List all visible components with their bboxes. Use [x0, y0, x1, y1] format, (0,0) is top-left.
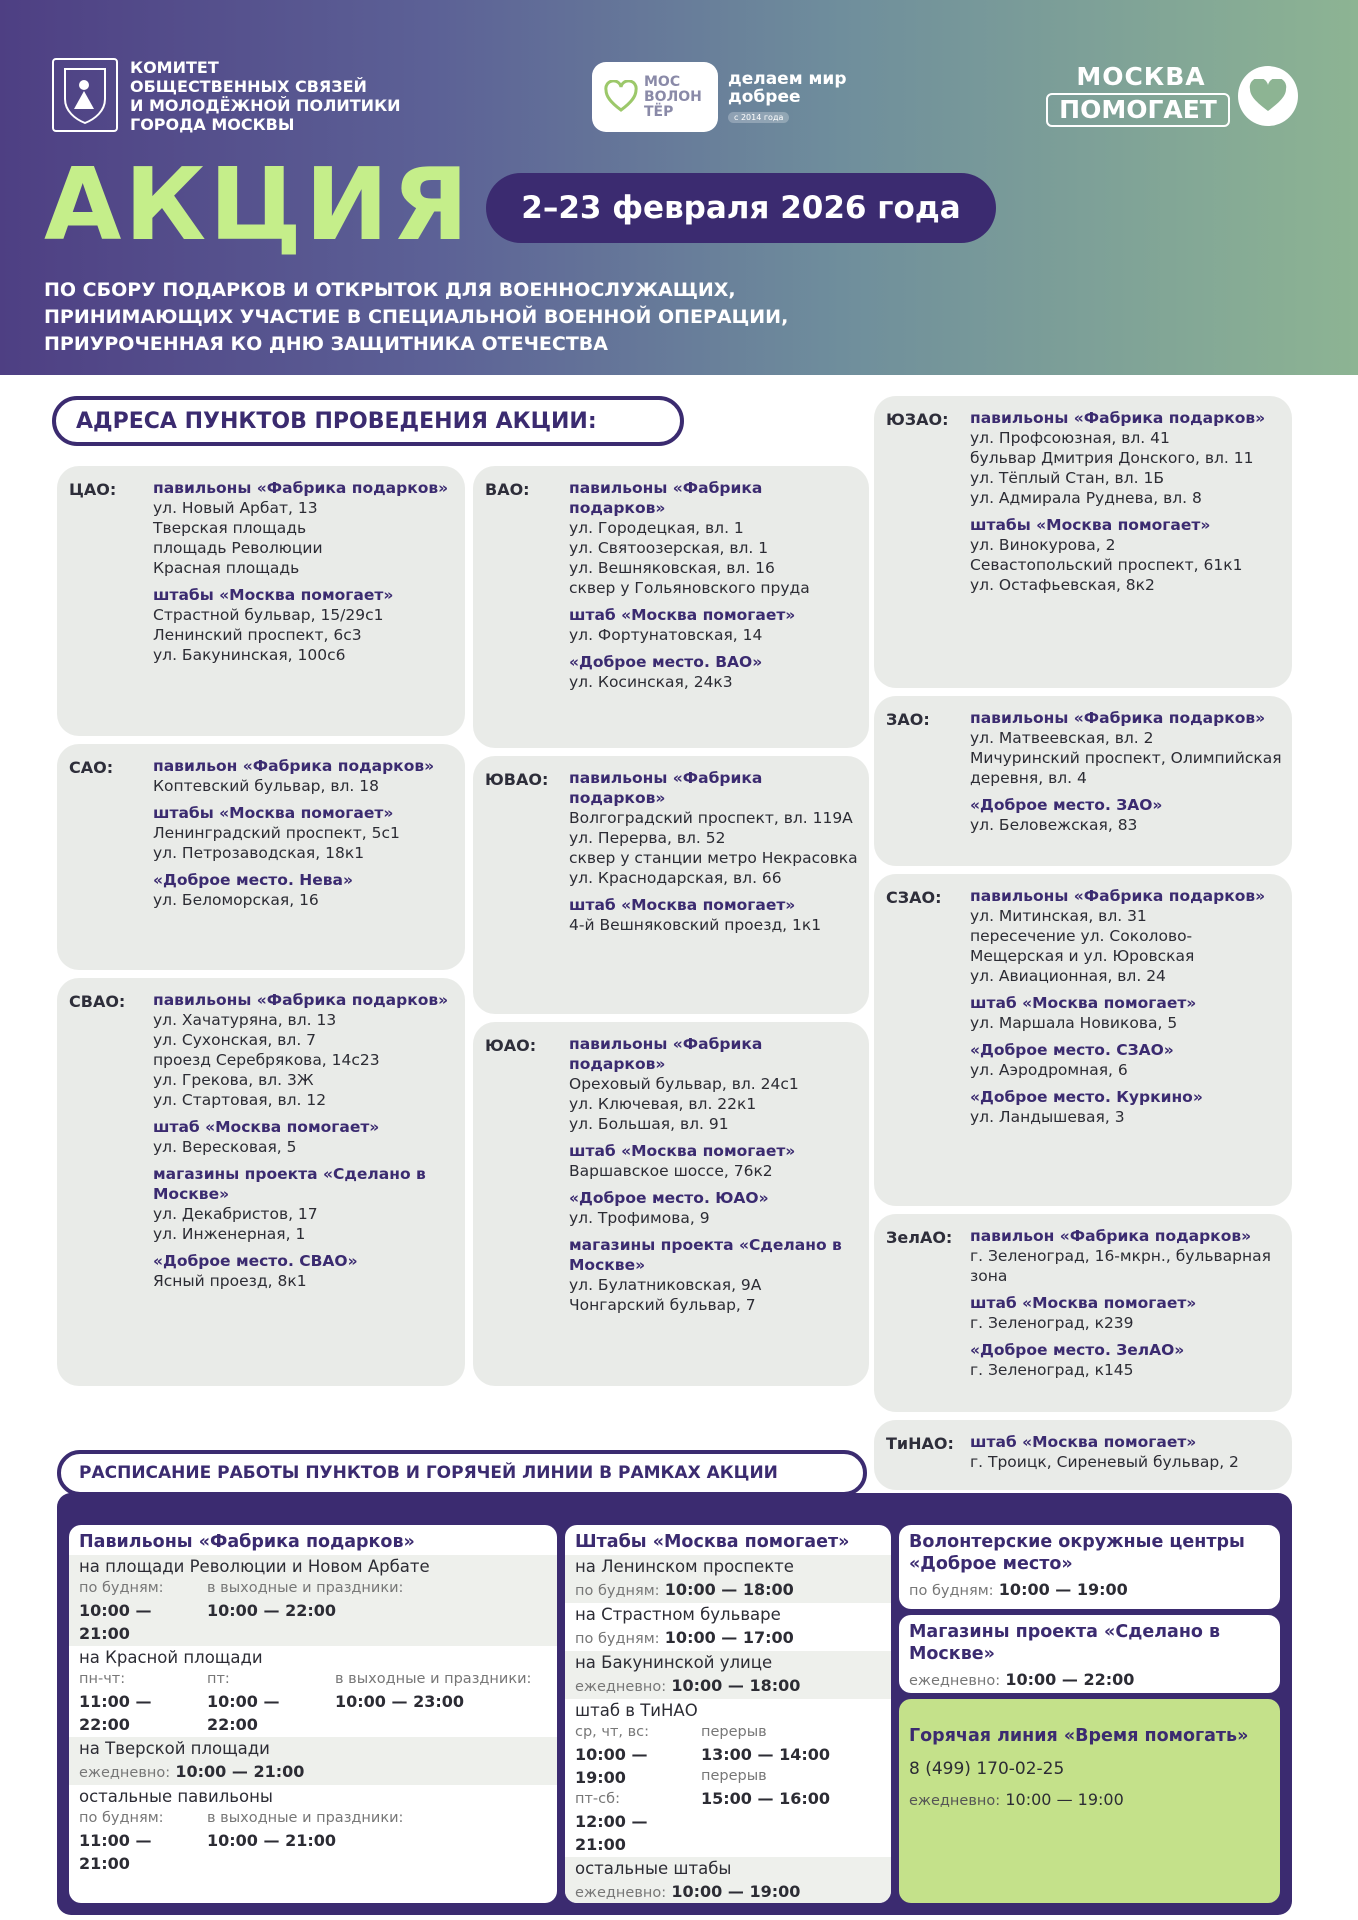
address-line: Волгоградский проспект, вл. 119А	[569, 809, 853, 827]
location-type-heading: павильоны «Фабрика подарков»	[970, 409, 1266, 427]
schedule-box-title: Волонтерские окружные центры «Доброе место»	[909, 1532, 1245, 1574]
address-line: ул. Бакунинская, 100с6	[153, 646, 346, 664]
district-card-cao	[57, 466, 465, 736]
page-title: АКЦИЯ	[44, 146, 472, 263]
schedule-shops: Магазины проекта «Сделано в Москве» ежедневно: 10:00 — 22:00	[899, 1615, 1280, 1693]
address-line: ул. Инженерная, 1	[153, 1225, 306, 1243]
address-line: ул. Грекова, вл. 3Ж	[153, 1071, 314, 1089]
address-line: ул. Авиационная, вл. 24	[970, 967, 1166, 985]
address-list	[970, 886, 1284, 1127]
hotline-phone[interactable]: 8 (499) 170-02-25	[909, 1759, 1065, 1779]
location-type-heading: магазины проекта «Сделано в Москве»	[153, 1165, 426, 1203]
district-card-vao	[473, 466, 869, 748]
address-line: ул. Матвеевская, вл. 2	[970, 729, 1154, 747]
schedule-row: штаб в ТиНАО ср, чт, вс: 10:00 — 19:00 пт-сб: 12:00 — 21:00 перерыв 13:00 — 14:00 перерыв 15:00 — 16:00	[575, 1701, 830, 1854]
address-line: ул. Стартовая, вл. 12	[153, 1091, 327, 1109]
address-line: г. Зеленоград, к145	[970, 1361, 1134, 1379]
schedule-row: на Страстном бульваре по будням: 10:00 — 17:00	[575, 1605, 794, 1647]
location-type-heading: «Доброе место. ЗАО»	[970, 796, 1163, 814]
address-line: ул. Митинская, вл. 31	[970, 907, 1147, 925]
district-card-sao	[57, 744, 465, 970]
mosvolonter-logo	[592, 62, 718, 132]
address-line: 4-й Вешняковский проезд, 1к1	[569, 916, 822, 934]
schedule-row: на Ленинском проспекте по будням: 10:00 — 18:00	[565, 1555, 891, 1603]
header-banner	[0, 0, 1358, 375]
schedule-box-title: Магазины проекта «Сделано в Москве»	[909, 1622, 1221, 1664]
location-type-heading: штаб «Москва помогает»	[569, 896, 796, 914]
district-name: ЗелАО:	[886, 1228, 953, 1247]
address-line: сквер у Гольяновского пруда	[569, 579, 810, 597]
location-type-heading: «Доброе место. ВАО»	[569, 653, 763, 671]
address-line: ул. Трофимова, 9	[569, 1209, 710, 1227]
address-line: ул. Косинская, 24к3	[569, 673, 733, 691]
schedule-pavilions	[69, 1525, 557, 1903]
schedule-row: остальные павильоны по будням: 11:00 — 21:00 в выходные и праздники: 10:00 — 21:00	[79, 1787, 404, 1873]
address-line: ул. Аэродромная, 6	[970, 1061, 1128, 1079]
schedule-box-title: Штабы «Москва помогает»	[575, 1532, 850, 1552]
schedule-row: на площади Революции и Новом Арбате по будням: 10:00 — 21:00 в выходные и праздники: 10:00 — 22:00	[69, 1555, 557, 1646]
address-line: ул. Сухонская, вл. 7	[153, 1031, 317, 1049]
page-subtitle: ПО СБОРУ ПОДАРКОВ И ОТКРЫТОК ДЛЯ ВОЕННОСЛУЖАЩИХ, ПРИНИМАЮЩИХ УЧАСТИЕ В СПЕЦИАЛЬНОЙ ВОЕННОЙ ОПЕРАЦИИ, ПРИУРОЧЕННАЯ КО ДНЮ ЗАЩИТНИКА ОТЕЧЕСТВА	[44, 279, 789, 355]
location-type-heading: штаб «Москва помогает»	[970, 1433, 1197, 1451]
schedule-row: на Красной площади пн-чт: 11:00 — 22:00 пт: 10:00 — 22:00 в выходные и праздники: 10:00 — 23:00	[79, 1648, 532, 1734]
district-name: ВАО:	[485, 480, 530, 499]
location-type-heading: штабы «Москва помогает»	[153, 804, 394, 822]
schedule-box-title: Горячая линия «Время помогать»	[909, 1726, 1249, 1746]
address-line: ул. Ключевая, вл. 22к1	[569, 1095, 757, 1113]
address-line: ул. Ландышевая, 3	[970, 1108, 1125, 1126]
address-line: Коптевский бульвар, вл. 18	[153, 777, 379, 795]
location-type-heading: штабы «Москва помогает»	[970, 516, 1211, 534]
district-name: ТиНАО:	[886, 1434, 954, 1453]
address-line: ул. Винокурова, 2	[970, 536, 1116, 554]
district-name: ЮВАО:	[485, 770, 549, 789]
location-type-heading: павильоны «Фабрика подарков»	[153, 991, 449, 1009]
address-line: пересечение ул. Соколово-Мещерская и ул. Юровская	[970, 927, 1195, 965]
address-line: г. Зеленоград, 16-мкрн., бульварная зона	[970, 1247, 1271, 1285]
location-type-heading: павильоны «Фабрика подарков»	[153, 479, 449, 497]
address-line: проезд Серебрякова, 14с23	[153, 1051, 380, 1069]
district-name: ЦАО:	[69, 480, 117, 499]
district-name: ЮАО:	[485, 1036, 537, 1055]
heart-icon	[1238, 66, 1298, 126]
address-list	[569, 768, 861, 935]
address-line: ул. Профсоюзная, вл. 41	[970, 429, 1170, 447]
location-type-heading: «Доброе место. Нева»	[153, 871, 353, 889]
district-card-tinao	[874, 1420, 1292, 1490]
district-name: САО:	[69, 758, 114, 777]
location-type-heading: «Доброе место. ЗелАО»	[970, 1341, 1185, 1359]
schedule-title: РАСПИСАНИЕ РАБОТЫ ПУНКТОВ И ГОРЯЧЕЙ ЛИНИИ В РАМКАХ АКЦИИ	[57, 1450, 867, 1496]
district-name: ЗАО:	[886, 710, 930, 729]
address-line: г. Зеленоград, к239	[970, 1314, 1134, 1332]
heart-icon	[604, 80, 638, 114]
address-line: ул. Петрозаводская, 18к1	[153, 844, 365, 862]
address-line: ул. Адмирала Руднева, вл. 8	[970, 489, 1202, 507]
location-type-heading: штаб «Москва помогает»	[153, 1118, 380, 1136]
address-list	[970, 1432, 1284, 1472]
address-line: ул. Новый Арбат, 13	[153, 499, 318, 517]
address-list	[970, 1226, 1284, 1380]
mosvolonter-slogan: делаем мир добрее	[728, 69, 847, 107]
address-line: Чонгарский бульвар, 7	[569, 1296, 756, 1314]
location-type-heading: «Доброе место. ЮАО»	[569, 1189, 769, 1207]
address-line: ул. Краснодарская, вл. 66	[569, 869, 782, 887]
address-line: Ясный проезд, 8к1	[153, 1272, 307, 1290]
location-type-heading: павильоны «Фабрика подарков»	[569, 1035, 763, 1073]
location-type-heading: «Доброе место. СЗАО»	[970, 1041, 1174, 1059]
location-type-heading: павильон «Фабрика подарков»	[970, 1227, 1252, 1245]
location-type-heading: штабы «Москва помогает»	[153, 586, 394, 604]
address-line: ул. Перерва, вл. 52	[569, 829, 726, 847]
date-badge: 2–23 февраля 2026 года	[486, 173, 996, 243]
address-list	[970, 708, 1284, 835]
address-line: ул. Фортунатовская, 14	[569, 626, 763, 644]
district-name: СЗАО:	[886, 888, 942, 907]
location-type-heading: павильоны «Фабрика подарков»	[569, 479, 763, 517]
district-name: ЮЗАО:	[886, 410, 949, 429]
location-type-heading: «Доброе место. Куркино»	[970, 1088, 1203, 1106]
location-type-heading: штаб «Москва помогает»	[569, 1142, 796, 1160]
address-line: Мичуринский проспект, Олимпийская деревня, вл. 4	[970, 749, 1282, 787]
address-line: бульвар Дмитрия Донского, вл. 11	[970, 449, 1254, 467]
schedule-volunteer: Волонтерские окружные центры «Доброе место» по будням: 10:00 — 19:00	[899, 1525, 1280, 1609]
district-card-svao	[57, 978, 465, 1386]
location-type-heading: штаб «Москва помогает»	[970, 1294, 1197, 1312]
schedule-row: на Тверской площади ежедневно: 10:00 — 21:00	[69, 1737, 557, 1785]
address-line: ул. Декабристов, 17	[153, 1205, 318, 1223]
address-line: Ленинградский проспект, 5с1	[153, 824, 400, 842]
address-line: ул. Большая, вл. 91	[569, 1115, 729, 1133]
committee-name: КОМИТЕТ ОБЩЕСТВЕННЫХ СВЯЗЕЙ И МОЛОДЁЖНОЙ ПОЛИТИКИ ГОРОДА МОСКВЫ	[130, 58, 401, 134]
location-type-heading: «Доброе место. СВАО»	[153, 1252, 358, 1270]
moscow-coat-of-arms-icon	[52, 58, 118, 132]
schedule-hotline: Горячая линия «Время помогать» 8 (499) 170-02-25 ежедневно: 10:00 — 19:00	[899, 1699, 1280, 1903]
moscow-helps-top: МОСКВА	[1076, 62, 1206, 91]
address-line: ул. Хачатуряна, вл. 13	[153, 1011, 337, 1029]
address-line: ул. Городецкая, вл. 1	[569, 519, 744, 537]
address-line: ул. Святоозерская, вл. 1	[569, 539, 769, 557]
address-line: ул. Беломорская, 16	[153, 891, 319, 909]
location-type-heading: павильоны «Фабрика подарков»	[970, 887, 1266, 905]
mosvolonter-text: МОС ВОЛОН ТЁР	[644, 73, 702, 120]
address-line: ул. Вешняковская, вл. 16	[569, 559, 775, 577]
address-list	[153, 478, 457, 665]
address-line: Ореховый бульвар, вл. 24с1	[569, 1075, 799, 1093]
address-list	[569, 478, 861, 692]
address-line: площадь Революции	[153, 539, 323, 557]
address-line: Варшавское шоссе, 76к2	[569, 1162, 773, 1180]
location-type-heading: штаб «Москва помогает»	[970, 994, 1197, 1012]
address-line: ул. Беловежская, 83	[970, 816, 1138, 834]
address-line: Красная площадь	[153, 559, 300, 577]
district-card-zao	[874, 696, 1292, 866]
address-line: ул. Остафьевская, 8к2	[970, 576, 1155, 594]
address-line: ул. Булатниковская, 9А	[569, 1276, 762, 1294]
address-line: ул. Маршала Новикова, 5	[970, 1014, 1178, 1032]
schedule-row: на Бакунинской улице ежедневно: 10:00 — 18:00	[565, 1651, 891, 1699]
schedule-panel	[57, 1493, 1292, 1915]
address-list	[970, 408, 1284, 595]
address-list	[569, 1034, 861, 1315]
district-card-yuzao	[874, 396, 1292, 688]
district-card-yuvao	[473, 756, 869, 1014]
district-card-yuao	[473, 1022, 869, 1386]
schedule-row: остальные штабы ежедневно: 10:00 — 19:00	[565, 1857, 891, 1903]
district-card-szao	[874, 874, 1292, 1206]
location-type-heading: штаб «Москва помогает»	[569, 606, 796, 624]
location-type-heading: магазины проекта «Сделано в Москве»	[569, 1236, 842, 1274]
location-type-heading: павильон «Фабрика подарков»	[153, 757, 435, 775]
moscow-helps-bottom: ПОМОГАЕТ	[1046, 93, 1230, 127]
addresses-title: АДРЕСА ПУНКТОВ ПРОВЕДЕНИЯ АКЦИИ:	[52, 396, 684, 446]
address-line: Ленинский проспект, 6с3	[153, 626, 362, 644]
location-type-heading: павильоны «Фабрика подарков»	[970, 709, 1266, 727]
address-line: Страстной бульвар, 15/29с1	[153, 606, 384, 624]
district-name: СВАО:	[69, 992, 126, 1011]
district-card-zelao	[874, 1214, 1292, 1412]
address-line: ул. Вересковая, 5	[153, 1138, 297, 1156]
address-list	[153, 756, 457, 910]
schedule-hq	[565, 1525, 891, 1903]
mosvolonter-since: с 2014 года	[728, 112, 789, 123]
address-line: г. Троицк, Сиреневый бульвар, 2	[970, 1453, 1239, 1471]
address-line: сквер у станции метро Некрасовка	[569, 849, 858, 867]
address-line: Севастопольский проспект, 61к1	[970, 556, 1243, 574]
address-line: ул. Тёплый Стан, вл. 1Б	[970, 469, 1164, 487]
address-list	[153, 990, 457, 1291]
address-line: Тверская площадь	[153, 519, 307, 537]
schedule-box-title: Павильоны «Фабрика подарков»	[79, 1532, 415, 1552]
location-type-heading: павильоны «Фабрика подарков»	[569, 769, 763, 807]
